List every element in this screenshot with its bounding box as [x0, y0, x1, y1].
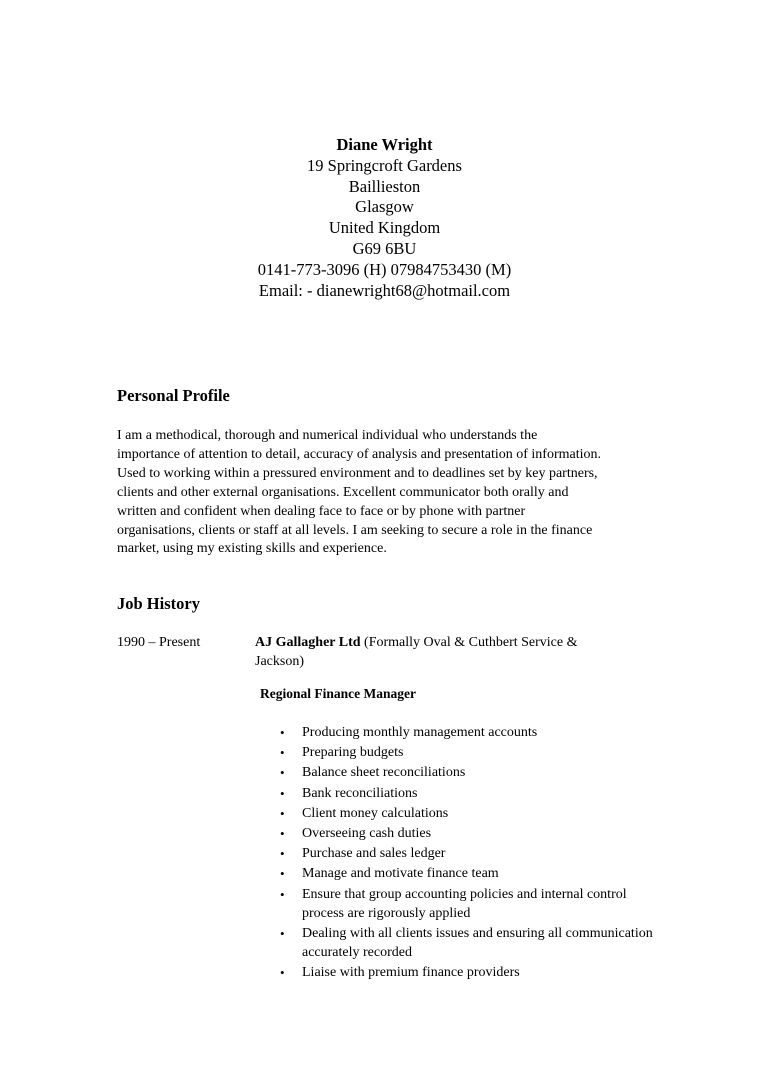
duty-text: Manage and motivate finance team	[302, 866, 499, 882]
bullet-icon: •	[280, 925, 285, 941]
duty-text: Ensure that group accounting policies and internal control process are rigorously applied	[302, 886, 627, 921]
duty-text: Bank reconciliations	[302, 785, 418, 801]
duties-list	[280, 724, 660, 984]
profile-line: clients and other external organisations. Excellent communicator both orally and	[117, 484, 569, 500]
address-line-1: 19 Springcroft Gardens	[307, 155, 462, 175]
duty-item	[280, 925, 660, 963]
address-line-2: Baillieston	[348, 176, 421, 196]
duty-text: Overseeing cash duties	[302, 826, 432, 842]
personal-profile-heading: Personal Profile	[117, 386, 230, 405]
profile-line: organisations, clients or staff at all levels. I am seeking to secure a role in the finance	[117, 522, 593, 538]
bullet-icon: •	[280, 826, 285, 842]
duty-item	[280, 845, 660, 864]
duty-item	[280, 805, 660, 824]
job-dates: 1990 – Present	[117, 635, 201, 650]
candidate-name: Diane Wright	[336, 135, 433, 154]
duty-item	[280, 964, 660, 983]
contact-header	[0, 135, 768, 301]
email-address: Email: - dianewright68@hotmail.com	[258, 280, 511, 300]
bullet-icon: •	[280, 866, 285, 882]
company-note-continued: Jackson)	[255, 653, 304, 669]
duty-text: Liaise with premium finance providers	[302, 964, 520, 980]
address-line-4: United Kingdom	[328, 218, 441, 238]
job-company	[255, 634, 655, 672]
profile-line: importance of attention to detail, accuracy of analysis and presentation of information.	[117, 446, 601, 462]
bullet-icon: •	[280, 886, 285, 902]
bullet-icon: •	[280, 745, 285, 761]
bullet-icon: •	[280, 785, 285, 801]
duty-text: Balance sheet reconciliations	[302, 765, 466, 781]
bullet-icon: •	[280, 846, 285, 862]
job-history-heading: Job History	[117, 594, 200, 613]
duty-item	[280, 744, 660, 763]
duty-item	[280, 785, 660, 804]
job-title: Regional Finance Manager	[260, 686, 416, 701]
duty-text: Preparing budgets	[302, 745, 404, 761]
duty-text: Dealing with all clients issues and ensuring all communication accurately recorded	[302, 925, 653, 960]
phone-numbers: 0141-773-3096 (H) 07984753430 (M)	[257, 259, 512, 279]
duty-item	[280, 764, 660, 783]
duty-item	[280, 865, 660, 884]
profile-line: Used to working within a pressured environment and to deadlines set by key partners,	[117, 465, 598, 481]
profile-line: I am a methodical, thorough and numerical individual who understands the	[117, 428, 538, 443]
address-line-3: Glasgow	[355, 197, 414, 217]
bullet-icon: •	[280, 765, 285, 781]
duty-item	[280, 825, 660, 844]
bullet-icon: •	[280, 725, 285, 740]
duty-item	[280, 724, 660, 743]
bullet-icon: •	[280, 964, 285, 980]
personal-profile-text	[117, 427, 677, 559]
company-name: AJ Gallagher Ltd	[255, 635, 361, 650]
duty-text: Purchase and sales ledger	[302, 846, 446, 862]
profile-line: market, using my existing skills and experience.	[117, 541, 387, 557]
bullet-icon: •	[280, 805, 285, 821]
postcode: G69 6BU	[352, 238, 417, 258]
duty-item	[280, 886, 660, 924]
company-note: (Formally Oval & Cuthbert Service &	[360, 635, 578, 650]
profile-line: written and confident when dealing face to face or by phone with partner	[117, 503, 526, 519]
duty-text: Client money calculations	[302, 805, 449, 821]
duty-text: Producing monthly management accounts	[302, 725, 538, 740]
